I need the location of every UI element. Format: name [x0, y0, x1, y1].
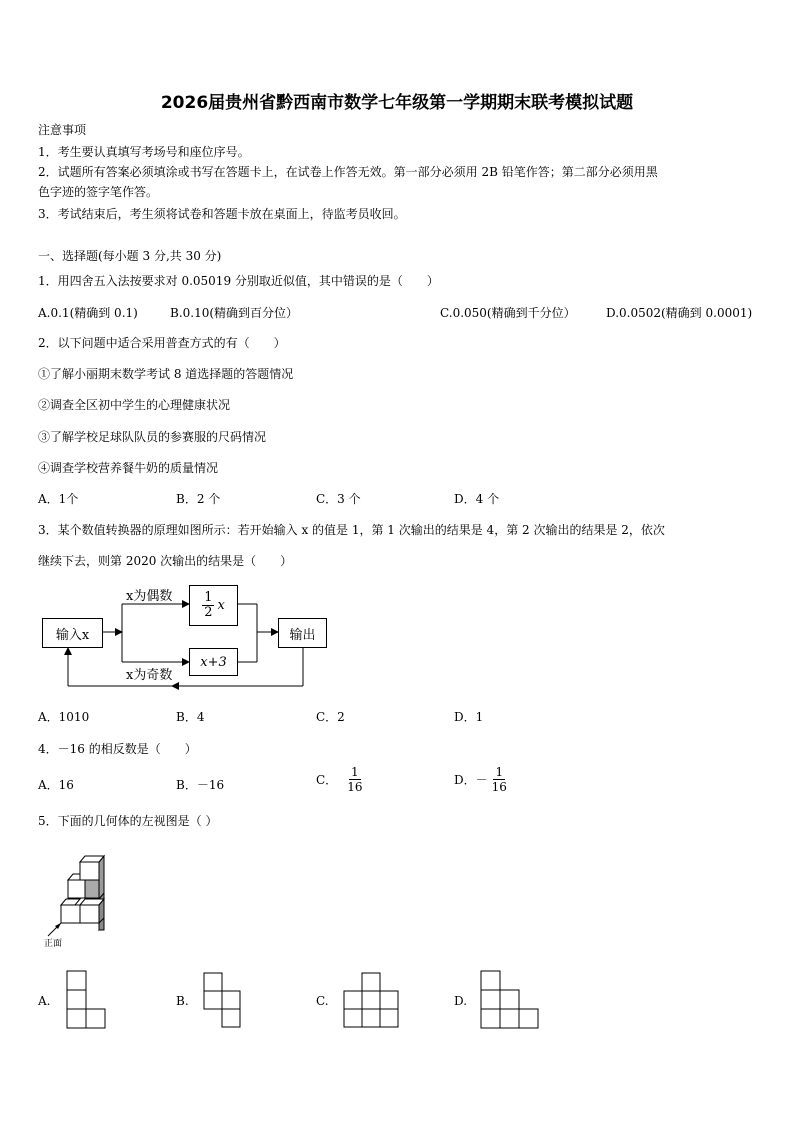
notice-item: 3．考试结束后，考生须将试卷和答题卡放在桌面上，待监考员收回。	[38, 207, 406, 221]
q1-option-c: C.0.050(精确到千分位）	[440, 306, 576, 320]
option-label: D．－	[454, 773, 488, 787]
q5-option-b-figure	[203, 972, 263, 1052]
q2-option-d: D．4 个	[454, 492, 500, 506]
question-2-stem: 2．以下问题中适合采用普查方式的有（ ）	[38, 336, 286, 350]
q4-option-b: B．－16	[176, 778, 225, 792]
half-fraction	[202, 591, 214, 620]
question-3-stem: 继续下去，则第 2020 次输出的结果是（ ）	[38, 554, 293, 568]
flow-even-label: x为偶数	[126, 589, 173, 604]
flow-half-box	[189, 585, 238, 626]
flow-input-box	[42, 618, 103, 648]
fraction-numerator: 1	[204, 590, 213, 605]
flow-plus3-label: x+3	[200, 654, 227, 670]
q2-item: ①了解小丽期末数学考试 8 道选择题的答题情况	[38, 367, 294, 381]
question-1-stem: 1．用四舍五入法按要求对 0.05019 分别取近似值，其中错误的是（ ）	[38, 274, 439, 288]
notice-item: 2．试题所有答案必须填涂或书写在答题卡上，在试卷上作答无效。第一部分必须用 2B 铅笔作答；第二部分必须用黑	[38, 165, 658, 179]
q2-option-b: B．2 个	[176, 492, 221, 506]
q3-option-a: A．1010	[38, 710, 90, 724]
q2-item: ②调查全区初中学生的心理健康状况	[38, 398, 231, 412]
q1-option-a: A.0.1(精确到 0.1)	[38, 306, 138, 320]
q2-item: ④调查学校营养餐牛奶的质量情况	[38, 461, 219, 475]
fraction-denominator: 2	[204, 605, 213, 620]
q3-option-c: C．2	[316, 710, 345, 724]
question-4-stem: 4．－16 的相反数是（ ）	[38, 742, 197, 756]
q3-option-b: B．4	[176, 710, 205, 724]
fraction-denominator: 16	[491, 780, 507, 794]
q5-option-c: C.	[316, 994, 329, 1008]
q2-item: ③了解学校足球队队员的参赛服的尺码情况	[38, 430, 267, 444]
fraction-numerator: 1	[495, 765, 504, 779]
fraction-numerator: 1	[351, 765, 359, 779]
section-heading: 一、选择题(每小题 3 分,共 30 分)	[38, 249, 222, 263]
page-title: 2026届贵州省黔西南市数学七年级第一学期期末联考模拟试题	[160, 93, 634, 113]
q5-option-c-figure	[343, 972, 423, 1052]
fraction-variable: x	[217, 598, 225, 613]
notice-item: 1．考生要认真填写考场号和座位序号。	[38, 145, 250, 159]
question-3-stem: 3．某个数值转换器的原理如图所示：若开始输入 x 的值是 1，第 1 次输出的结果是 4，第 2 次输出的结果是 2，依次	[38, 523, 665, 537]
flow-output-label: 输出	[289, 627, 316, 643]
flow-plus3-box	[189, 648, 238, 676]
q5-option-a: A.	[38, 994, 51, 1008]
q4-option-a: A．16	[38, 778, 74, 792]
q5-option-a-figure	[66, 970, 126, 1050]
question-5-stem: 5．下面的几何体的左视图是（ ）	[38, 814, 218, 828]
q1-option-d: D.0.0502(精确到 0.0001)	[606, 306, 753, 320]
q5-option-b: B.	[176, 994, 189, 1008]
flow-input-label: 输入x	[55, 627, 90, 643]
q3-option-d: D．1	[454, 710, 484, 724]
option-fraction	[492, 765, 507, 794]
q4-option-c	[316, 765, 362, 794]
flow-odd-label: x为奇数	[126, 668, 173, 683]
q5-option-d-figure	[480, 970, 560, 1050]
q2-option-a: A．1个	[38, 492, 79, 506]
q1-option-b: B.0.10(精确到百分位）	[170, 306, 299, 320]
option-label: C．	[316, 773, 338, 787]
notice-item: 色字迹的签字笔作答。	[38, 185, 159, 199]
q4-option-d	[454, 765, 507, 794]
fraction-denominator: 16	[347, 780, 363, 794]
option-fraction	[347, 765, 362, 794]
front-view-label: 正面	[44, 939, 63, 949]
geometric-solid-figure	[40, 850, 120, 950]
flow-output-box	[278, 618, 327, 648]
notice-heading: 注意事项	[38, 123, 87, 137]
q5-option-d: D.	[454, 994, 468, 1008]
q2-option-c: C．3 个	[316, 492, 361, 506]
